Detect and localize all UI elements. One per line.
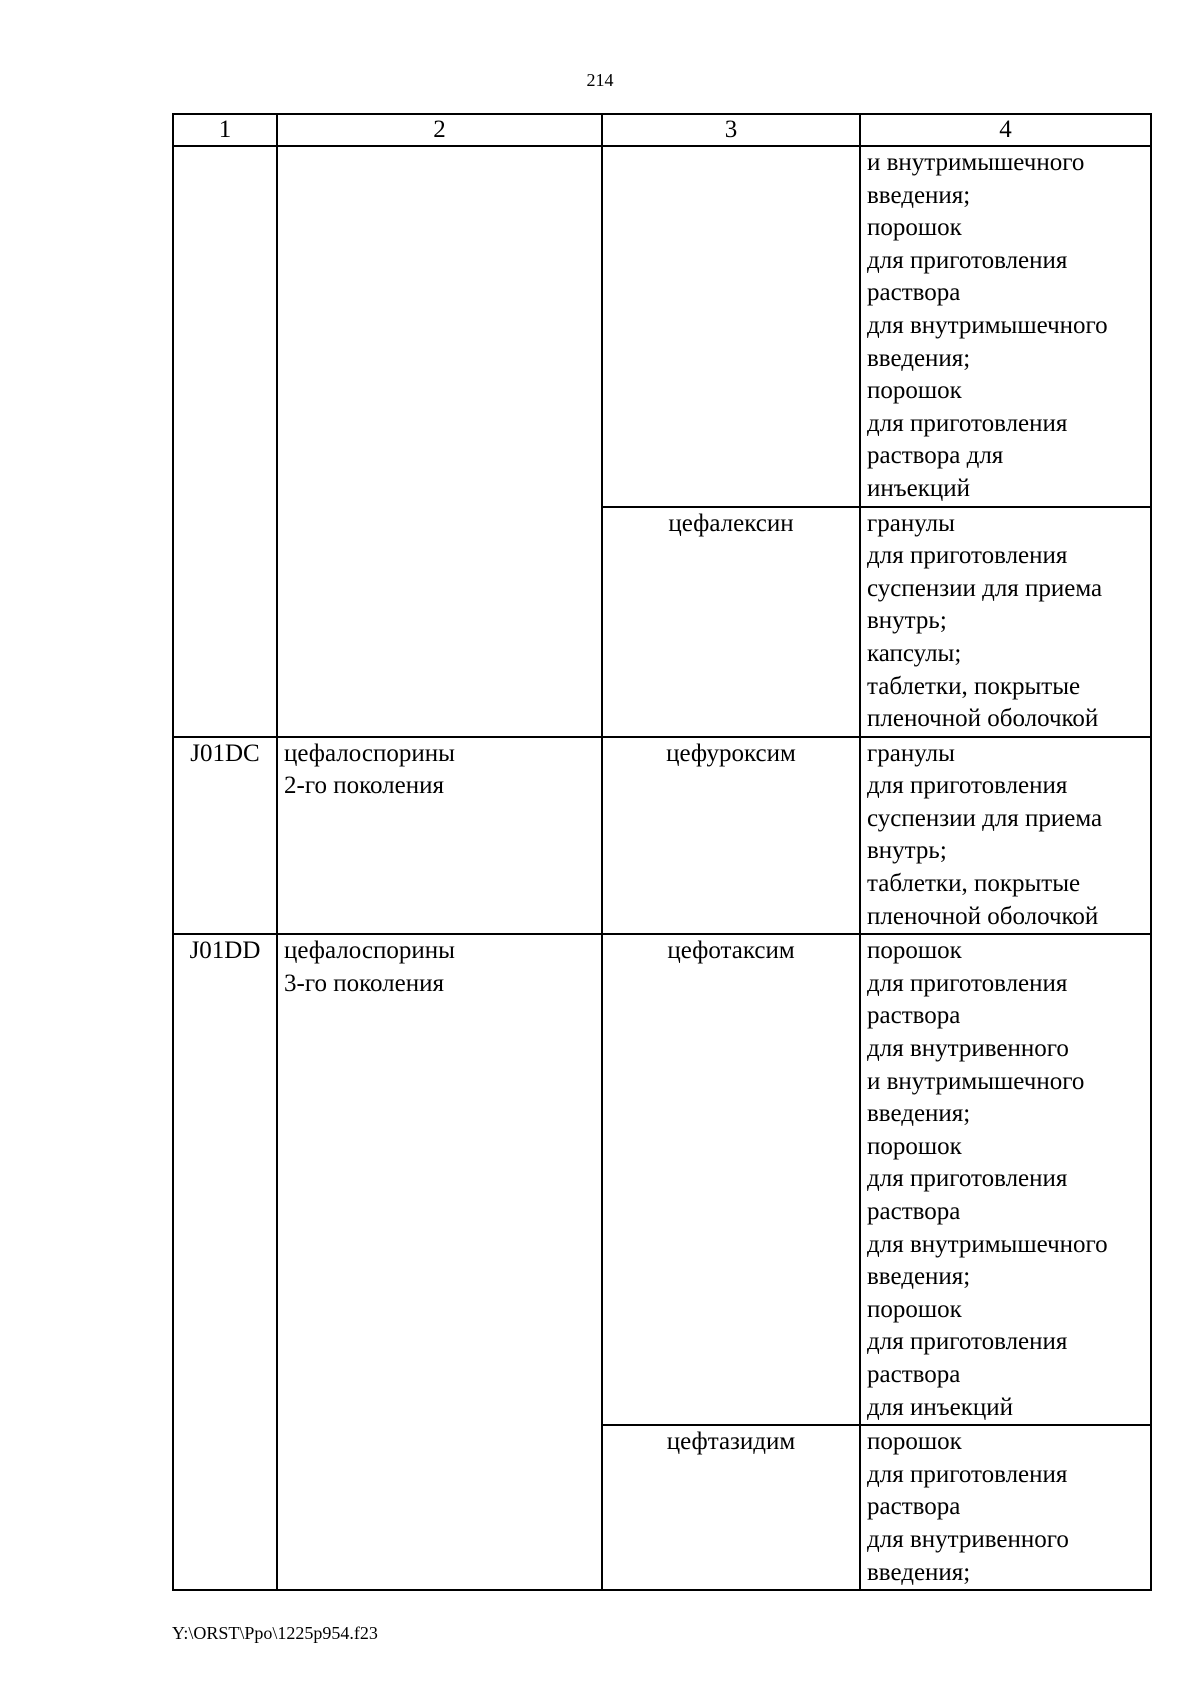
table-row bbox=[173, 934, 1151, 1425]
dosage-form-cell: порошок для приготовления раствора для внутривенного и внутримышечного введения; порошок для приготовления раствора для внутримышечного введения; порошок для приготовления раствора для инъекций bbox=[860, 934, 1151, 1425]
file-path-footer: Y:\ORST\Ppo\1225p954.f23 bbox=[172, 1623, 378, 1643]
column-number-3: 3 bbox=[602, 114, 860, 146]
group-name-cell bbox=[277, 146, 602, 737]
dosage-form-cell: порошок для приготовления раствора для внутривенного введения; bbox=[860, 1425, 1151, 1590]
column-number-1: 1 bbox=[173, 114, 277, 146]
atc-code-cell: J01DD bbox=[173, 934, 277, 1590]
inn-cell: цефотаксим bbox=[602, 934, 860, 1425]
inn-cell: цефалексин bbox=[602, 507, 860, 737]
inn-cell: цефтазидим bbox=[602, 1425, 860, 1590]
column-number-4: 4 bbox=[860, 114, 1151, 146]
inn-cell: цефуроксим bbox=[602, 737, 860, 935]
dosage-form-cell: гранулы для приготовления суспензии для приема внутрь; капсулы; таблетки, покрытые пленочной оболочкой bbox=[860, 507, 1151, 737]
dosage-form-cell: и внутримышечного введения; порошок для приготовления раствора для внутримышечного введения; порошок для приготовления раствора для инъекций bbox=[860, 146, 1151, 507]
atc-code-cell: J01DC bbox=[173, 737, 277, 935]
table-row bbox=[173, 737, 1151, 935]
table-row bbox=[173, 146, 1151, 507]
table-header-row bbox=[173, 114, 1151, 146]
drug-table bbox=[172, 113, 1152, 1591]
page-number: 214 bbox=[586, 70, 614, 90]
dosage-form-cell: гранулы для приготовления суспензии для приема внутрь; таблетки, покрытые пленочной оболочкой bbox=[860, 737, 1151, 935]
atc-code-cell bbox=[173, 146, 277, 737]
inn-cell bbox=[602, 146, 860, 507]
group-name-cell: цефалоспорины 3-го поколения bbox=[277, 934, 602, 1590]
group-name-cell: цефалоспорины 2-го поколения bbox=[277, 737, 602, 935]
column-number-2: 2 bbox=[277, 114, 602, 146]
